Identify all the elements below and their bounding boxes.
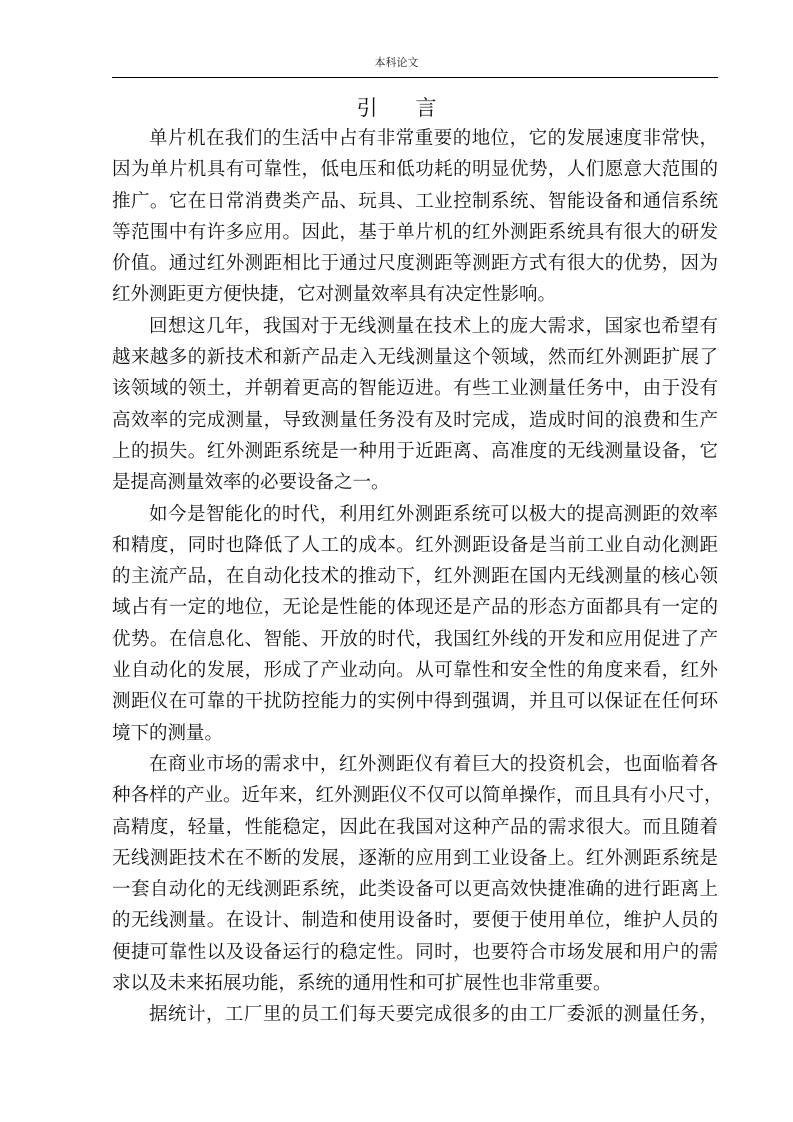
text-line: 价值。通过红外测距相比于通过尺度测距等测距方式有很大的优势，因为 [112, 253, 718, 275]
text-line: 单片机在我们的生活中占有非常重要的地位，它的发展速度非常快， [149, 128, 718, 149]
text-line: 越来越多的新技术和新产品走入无线测量这个领域，然而红外测距扩展了 [112, 347, 718, 369]
text-line: 业自动化的发展，形成了产业动向。从可靠性和安全性的角度来看，红外 [112, 660, 718, 682]
paragraph [112, 123, 718, 311]
text-line: 优势。在信息化、智能、开放的时代，我国红外线的开发和应用促进了产 [112, 628, 718, 650]
text-line: 高效率的完成测量，导致测量任务没有及时完成，造成时间的浪费和生产 [112, 409, 718, 431]
section-title: 引言 [356, 96, 475, 120]
text-line: 高精度，轻量，性能稳定，因此在我国对这种产品的需求很大。而且随着 [112, 816, 718, 838]
running-header: 本科论文 [374, 56, 419, 69]
text-line: 在商业市场的需求中，红外测距仪有着巨大的投资机会，也面临着各 [149, 753, 718, 775]
paragraph [112, 749, 723, 999]
text-line: 测距仪在可靠的干扰防控能力的实例中得到强调，并且可以保证在任何环 [112, 691, 718, 713]
text-line: 一套自动化的无线测距系统，此类设备可以更高效快捷准确的进行距离上 [112, 879, 718, 901]
text-line: 境下的测量。 [112, 722, 224, 744]
text-line: 如今是智能化的时代，利用红外测距系统可以极大的提高测距的效率 [149, 503, 718, 525]
text-line: 种各样的产业。近年来，红外测距仪不仅可以简单操作，而且具有小尺寸， [112, 785, 723, 807]
text-line: 域占有一定的地位，无论是性能的体现还是产品的形态方面都具有一定的 [112, 597, 718, 619]
paragraph [112, 311, 718, 499]
text-line: 该领域的领土，并朝着更高的智能迈进。有些工业测量任务中，由于没有 [112, 378, 718, 400]
text-line: 和精度，同时也降低了人工的成本。红外测距设备是当前工业自动化测距 [112, 534, 718, 556]
text-line: 求以及未来拓展功能，系统的通用性和可扩展性也非常重要。 [112, 973, 612, 995]
text-line: 据统计，工厂里的员工们每天要完成很多的由工厂委派的测量任务， [149, 1004, 718, 1026]
text-line: 回想这几年，我国对于无线测量在技术上的庞大需求，国家也希望有 [149, 315, 718, 337]
text-line: 是提高测量效率的必要设备之一。 [112, 472, 390, 494]
text-line: 红外测距更方便快捷，它对测量效率具有决定性影响。 [112, 284, 557, 306]
text-line: 上的损失。红外测距系统是一种用于近距离、高准度的无线测量设备，它 [112, 440, 718, 462]
text-line: 因为单片机具有可靠性，低电压和低功耗的明显优势，人们愿意大范围的 [112, 159, 718, 181]
text-line: 便捷可靠性以及设备运行的稳定性。同时，也要符合市场发展和用户的需 [112, 941, 718, 963]
body-text [112, 123, 723, 1031]
text-line: 的无线测量。在设计、制造和使用设备时，要便于使用单位，维护人员的 [112, 910, 718, 932]
text-line: 的主流产品，在自动化技术的推动下，红外测距在国内无线测量的核心领 [112, 566, 718, 588]
paragraph [112, 999, 718, 1030]
text-line: 无线测距技术在不断的发展，逐渐的应用到工业设备上。红外测距系统是 [112, 847, 718, 869]
header-rule [112, 77, 718, 78]
text-line: 等范围中有许多应用。因此，基于单片机的红外测距系统具有很大的研发 [112, 221, 718, 243]
paragraph [112, 499, 718, 749]
text-line: 推广。它在日常消费类产品、玩具、工业控制系统、智能设备和通信系统 [112, 190, 718, 212]
